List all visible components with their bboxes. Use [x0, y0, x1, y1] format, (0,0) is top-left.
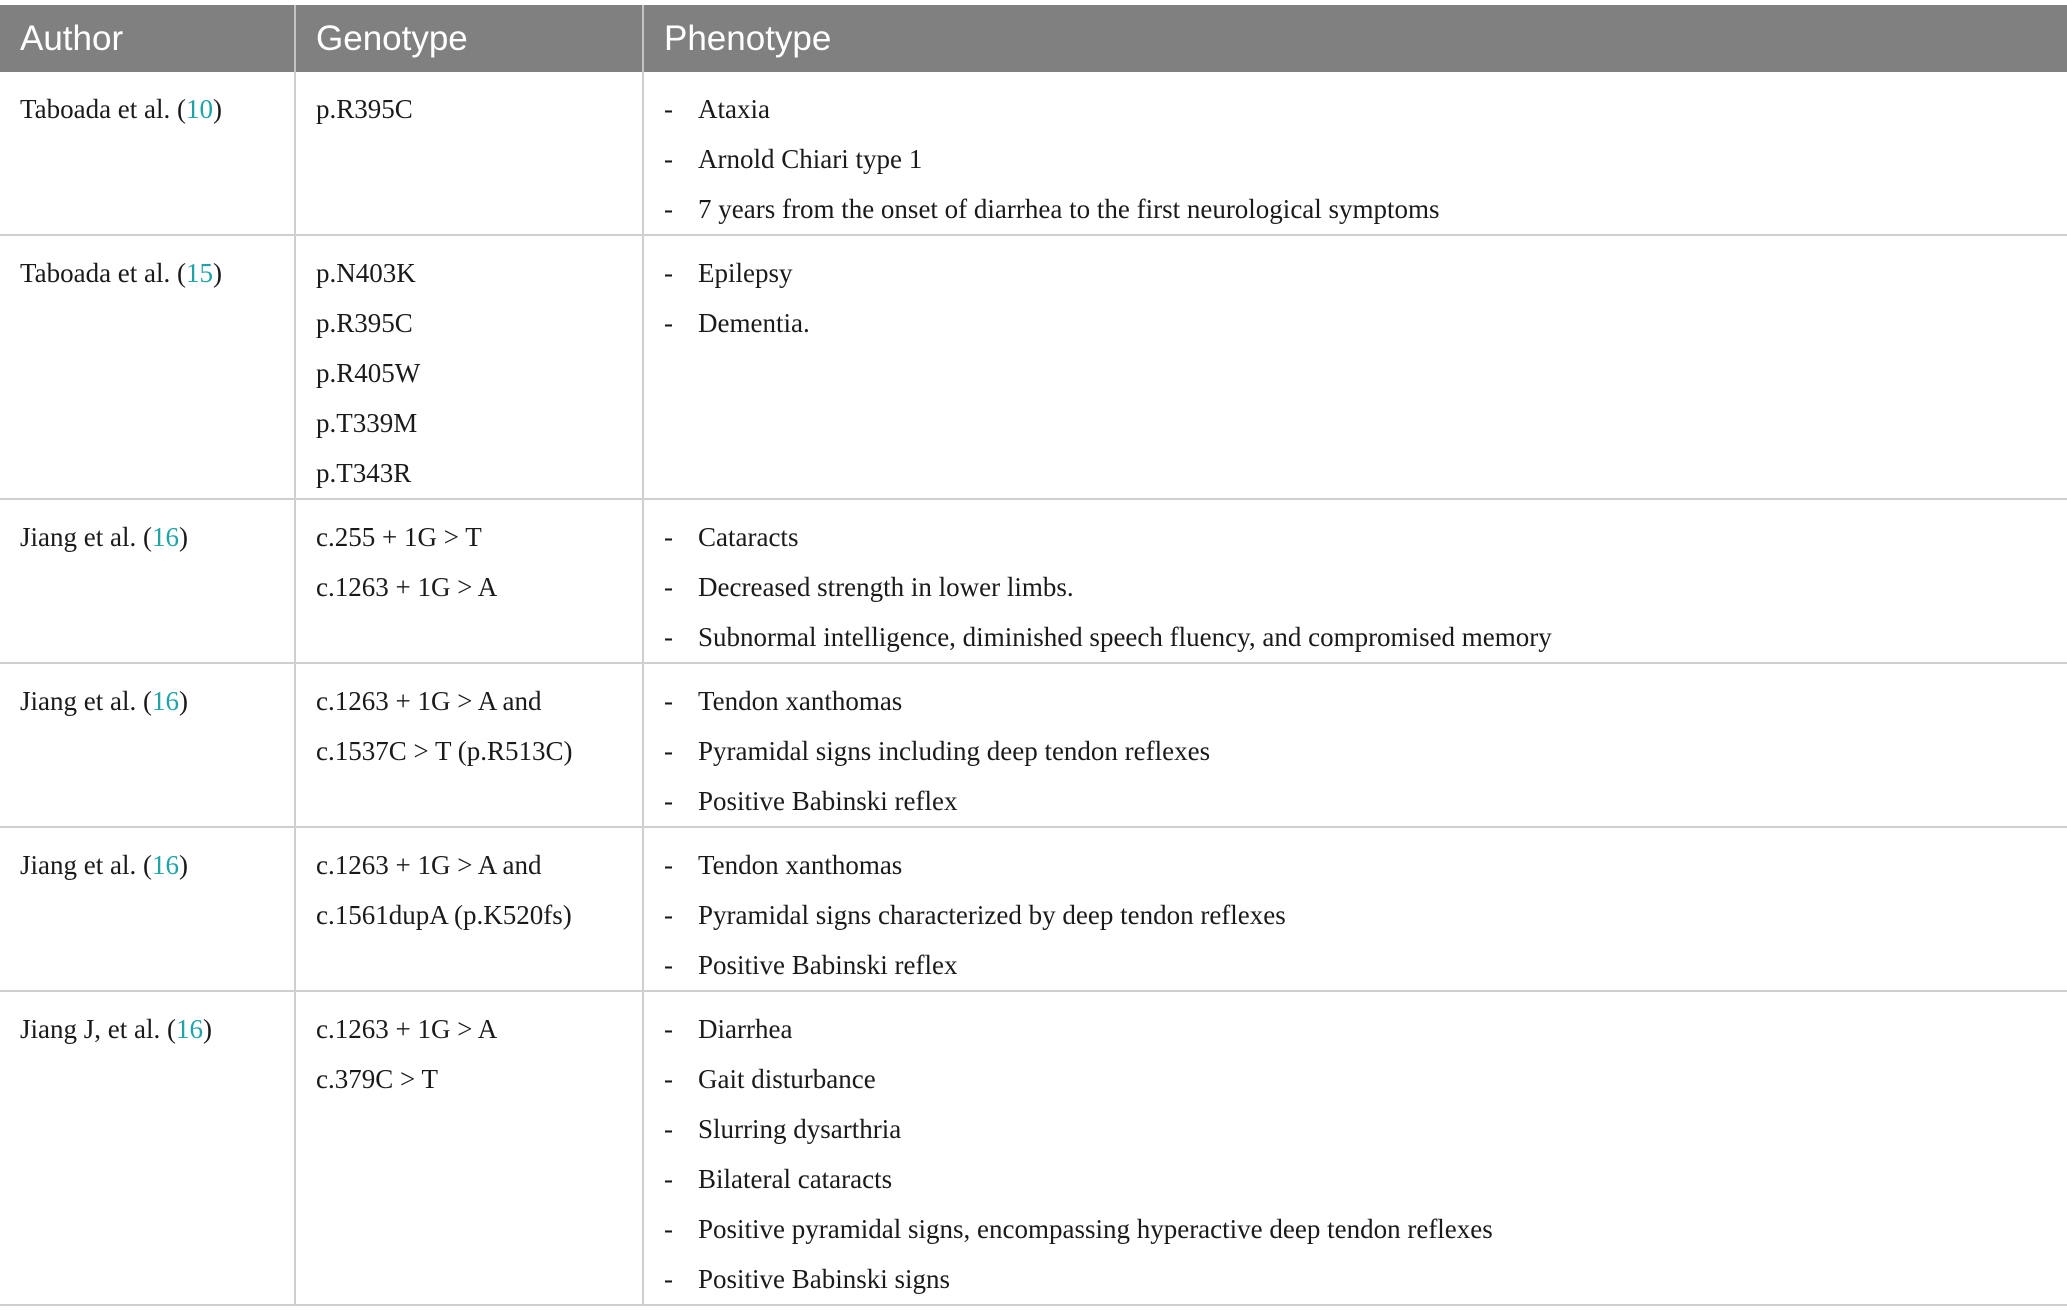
bullet-dash: -: [664, 850, 673, 880]
phenotype-text: Pyramidal signs including deep tendon reflexes: [698, 736, 1211, 766]
phenotype-text: Diarrhea: [698, 1014, 793, 1044]
phenotype-item: [664, 840, 2067, 890]
phenotype-text: Gait disturbance: [698, 1064, 876, 1094]
phenotype-text: Decreased strength in lower limbs.: [698, 572, 1074, 602]
phenotype-cell: [643, 827, 2067, 991]
genotype-variant: c.1263 + 1G > A: [316, 1014, 498, 1044]
bullet-dash: -: [664, 686, 673, 716]
table-row: [0, 235, 2067, 499]
author-paren: ): [178, 850, 188, 880]
genotype-phenotype-table-container: [0, 5, 2067, 1306]
phenotype-item: [664, 298, 2067, 348]
table-row: [0, 827, 2067, 991]
phenotype-item: [664, 890, 2067, 940]
genotype-phenotype-table: [0, 5, 2067, 1306]
genotype-cell: [295, 991, 643, 1305]
bullet-dash: -: [664, 1014, 673, 1044]
genotype-variant: c.379C > T: [316, 1064, 438, 1094]
phenotype-text: Subnormal intelligence, diminished speech fluency, and compromised memory: [698, 622, 1552, 652]
table-row: [0, 991, 2067, 1305]
phenotype-item: [664, 512, 2067, 562]
bullet-dash: -: [664, 144, 673, 174]
reference-link[interactable]: 16: [151, 850, 179, 880]
author-name: Jiang J, et al. (: [20, 1014, 176, 1044]
phenotype-item: [664, 1054, 2067, 1104]
phenotype-item: [664, 562, 2067, 612]
phenotype-text: Tendon xanthomas: [698, 686, 903, 716]
bullet-dash: -: [664, 786, 673, 816]
phenotype-text: Arnold Chiari type 1: [698, 144, 923, 174]
bullet-dash: -: [664, 194, 673, 224]
bullet-dash: -: [664, 308, 673, 338]
bullet-dash: -: [664, 1064, 673, 1094]
author-name: Jiang et al. (: [20, 686, 152, 716]
reference-link[interactable]: 16: [151, 522, 179, 552]
phenotype-item: [664, 1204, 2067, 1254]
genotype-variant: p.R395C: [316, 94, 413, 124]
genotype-cell: [295, 827, 643, 991]
author-cell: [0, 663, 295, 827]
phenotype-text: Cataracts: [698, 522, 799, 552]
reference-link[interactable]: 16: [175, 1014, 203, 1044]
author-name: Jiang et al. (: [20, 522, 152, 552]
phenotype-text: Positive Babinski reflex: [698, 786, 958, 816]
author-cell: [0, 72, 295, 235]
phenotype-text: Bilateral cataracts: [698, 1164, 893, 1194]
author-paren: ): [178, 522, 188, 552]
genotype-variant: c.1537C > T (p.R513C): [316, 736, 573, 766]
phenotype-cell: [643, 72, 2067, 235]
author-cell: [0, 991, 295, 1305]
genotype-variant: c.255 + 1G > T: [316, 522, 482, 552]
genotype-variant: c.1263 + 1G > A and: [316, 686, 542, 716]
author-name: Taboada et al. (: [20, 258, 187, 288]
author-cell: [0, 827, 295, 991]
header-phenotype: Phenotype: [643, 5, 2067, 72]
phenotype-item: [664, 184, 2067, 234]
phenotype-item: [664, 84, 2067, 134]
phenotype-cell: [643, 235, 2067, 499]
author-paren: ): [213, 258, 223, 288]
phenotype-text: Positive Babinski reflex: [698, 950, 958, 980]
bullet-dash: -: [664, 1264, 673, 1294]
phenotype-item: [664, 1254, 2067, 1304]
genotype-variant: p.T343R: [316, 458, 412, 488]
phenotype-text: 7 years from the onset of diarrhea to the first neurological symptoms: [698, 194, 1440, 224]
header-author: Author: [0, 5, 295, 72]
bullet-dash: -: [664, 522, 673, 552]
genotype-variant: c.1263 + 1G > A and: [316, 850, 542, 880]
bullet-dash: -: [664, 258, 673, 288]
phenotype-text: Epilepsy: [698, 258, 793, 288]
phenotype-text: Positive pyramidal signs, encompassing hyperactive deep tendon reflexes: [698, 1214, 1493, 1244]
genotype-variant: p.N403K: [316, 258, 416, 288]
header-row: [0, 5, 2067, 72]
author-paren: ): [202, 1014, 212, 1044]
author-name: Jiang et al. (: [20, 850, 152, 880]
bullet-dash: -: [664, 1214, 673, 1244]
author-paren: ): [178, 686, 188, 716]
genotype-variant: p.T339M: [316, 408, 418, 438]
phenotype-item: [664, 248, 2067, 298]
genotype-variant: p.R395C: [316, 308, 413, 338]
header-genotype: Genotype: [295, 5, 643, 72]
bullet-dash: -: [664, 736, 673, 766]
phenotype-text: Ataxia: [698, 94, 770, 124]
table-row: [0, 72, 2067, 235]
genotype-cell: [295, 235, 643, 499]
author-paren: ): [213, 94, 223, 124]
phenotype-text: Tendon xanthomas: [698, 850, 903, 880]
author-name: Taboada et al. (: [20, 94, 187, 124]
phenotype-item: [664, 612, 2067, 662]
phenotype-item: [664, 776, 2067, 826]
bullet-dash: -: [664, 1164, 673, 1194]
reference-link[interactable]: 15: [186, 258, 214, 288]
reference-link[interactable]: 16: [151, 686, 179, 716]
phenotype-item: [664, 1104, 2067, 1154]
phenotype-text: Dementia.: [698, 308, 810, 338]
table-row: [0, 663, 2067, 827]
genotype-cell: [295, 72, 643, 235]
genotype-variant: p.R405W: [316, 358, 421, 388]
phenotype-item: [664, 726, 2067, 776]
phenotype-item: [664, 940, 2067, 990]
genotype-variant: c.1561dupA (p.K520fs): [316, 900, 572, 930]
phenotype-item: [664, 134, 2067, 184]
bullet-dash: -: [664, 572, 673, 602]
bullet-dash: -: [664, 622, 673, 652]
phenotype-cell: [643, 499, 2067, 663]
bullet-dash: -: [664, 1114, 673, 1144]
phenotype-item: [664, 1154, 2067, 1204]
phenotype-text: Pyramidal signs characterized by deep tendon reflexes: [698, 900, 1286, 930]
phenotype-item: [664, 1004, 2067, 1054]
author-cell: [0, 499, 295, 663]
phenotype-cell: [643, 991, 2067, 1305]
phenotype-cell: [643, 663, 2067, 827]
phenotype-text: Positive Babinski signs: [698, 1264, 951, 1294]
table-row: [0, 499, 2067, 663]
bullet-dash: -: [664, 950, 673, 980]
phenotype-item: [664, 676, 2067, 726]
reference-link[interactable]: 10: [186, 94, 214, 124]
phenotype-text: Slurring dysarthria: [698, 1114, 902, 1144]
genotype-cell: [295, 499, 643, 663]
bullet-dash: -: [664, 900, 673, 930]
author-cell: [0, 235, 295, 499]
genotype-cell: [295, 663, 643, 827]
bullet-dash: -: [664, 94, 673, 124]
genotype-variant: c.1263 + 1G > A: [316, 572, 498, 602]
